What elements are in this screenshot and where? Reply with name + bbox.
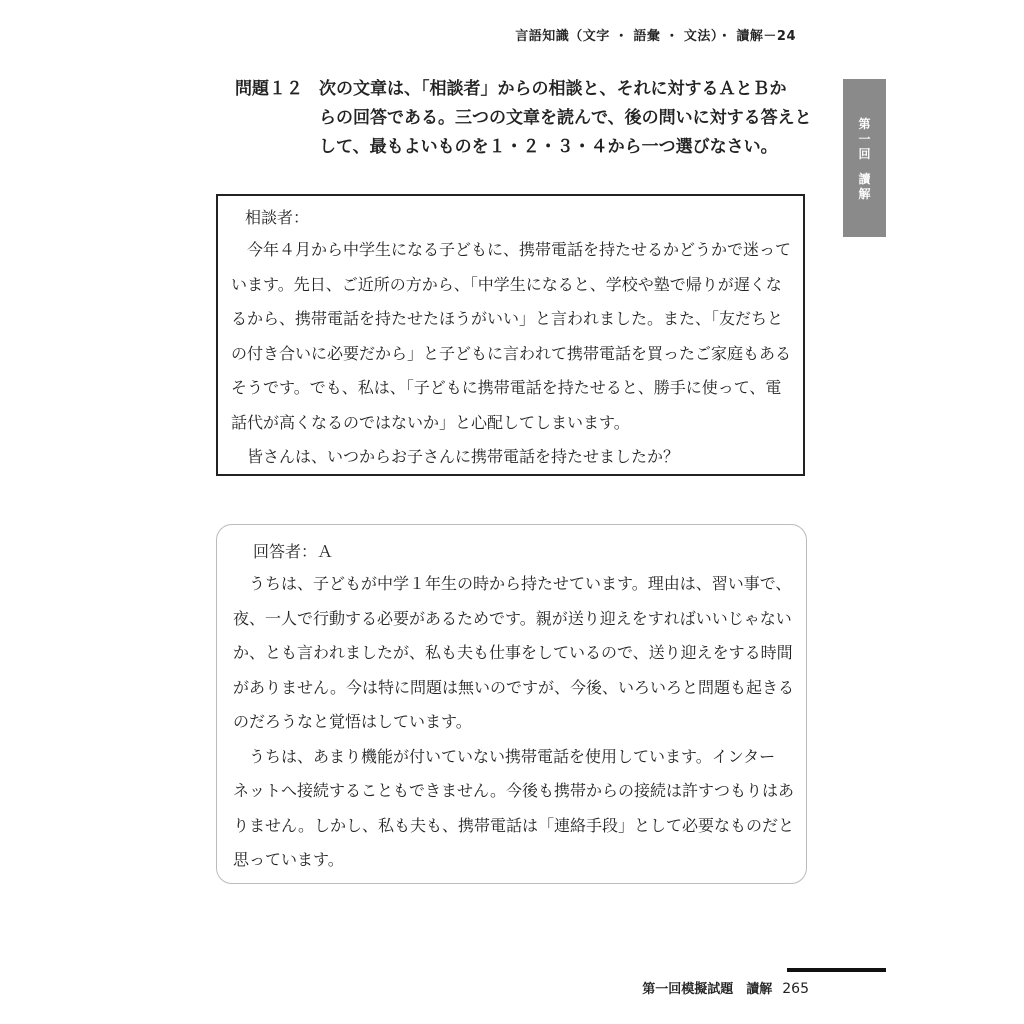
question-number: 問題１２ (235, 79, 303, 99)
answer-a-heading: 回答者：Ａ (253, 542, 334, 561)
answer-a-line: か、とも言われましたが、私も夫も仕事をしているので、送り迎えをする時間 (233, 643, 793, 662)
answer-a-line: うちは、子どもが中学１年生の時から持たせています。理由は、習い事で、 (249, 574, 792, 593)
answer-a-line: ネットへ接続することもできません。今後も携帯からの接続は許すつもりはあ (233, 781, 794, 800)
running-head: 言語知識（文字 ・ 語彙 ・ 文法）・ 讀解－24 (515, 29, 796, 44)
answer-a-line: がありません。今は特に問題は無いのですが、今後、いろいろと問題も起きる (233, 677, 794, 697)
question-line: して、最もよいものを１・２・３・４から一つ選びなさい。 (319, 137, 778, 157)
answer-a-line: 夜、一人で行動する必要があるためです。親が送り迎えをすればいいじゃない (233, 608, 792, 628)
footer-rule (787, 968, 886, 972)
section-tab-char: 解 (858, 187, 871, 201)
consultation-box (216, 194, 805, 476)
section-tab-char: 回 (858, 147, 871, 161)
answer-a-line: うちは、あまり機能が付いていない携帯電話を使用しています。インター (249, 746, 776, 766)
answer-a-text (233, 567, 794, 878)
section-tab-char: 第 (858, 117, 871, 131)
answer-a-line: りません。しかし、私も夫も、携帯電話は「連絡手段」として必要なものだと (233, 815, 794, 835)
consultation-line: います。先日、ご近所の方から、「中学生になると、学校や塾で帰りが遅くな (231, 274, 782, 294)
answer-a-line: のだろうなと覚悟はしています。 (233, 712, 472, 731)
consultation-line: そうです。でも、私は、「子どもに携帯電話を持たせると、勝手に使って、電 (231, 378, 782, 397)
consultation-line: るから、携帯電話を持たせたほうがいい」と言われました。また、「友だちと (231, 309, 784, 328)
consultation-heading: 相談者： (245, 208, 310, 227)
section-tab-char: 讀 (858, 172, 871, 186)
consultation-line: 話代が高くなるのではないか」と心配してしまいます。 (231, 412, 630, 432)
consultation-line: の付き合いに必要だから」と子どもに言われて携帯電話を買ったご家庭もある (231, 343, 792, 363)
section-tab-round (843, 117, 886, 162)
footer-label: 第一回模擬試題 讀解 (642, 982, 773, 997)
consultation-text (231, 233, 791, 475)
consultation-line: 今年４月から中学生になる子どもに、携帯電話を持たせるかどうかで迷って (247, 240, 792, 259)
answer-a-line: 思っています。 (233, 850, 344, 869)
question-text (319, 75, 814, 162)
page-footer (642, 978, 809, 997)
section-tab-char: 一 (858, 132, 871, 146)
question-line: らの回答である。三つの文章を読んで、後の問いに対する答えと (319, 108, 812, 128)
page-number: 265 (782, 981, 809, 997)
answer-a-box (216, 524, 807, 884)
question-line: 次の文章は、「相談者」からの相談と、それに対するＡとＢか (319, 79, 787, 99)
section-tab (843, 79, 886, 237)
section-tab-subject (843, 172, 886, 202)
consultation-line: 皆さんは、いつからお子さんに携帯電話を持たせましたか？ (247, 447, 680, 466)
